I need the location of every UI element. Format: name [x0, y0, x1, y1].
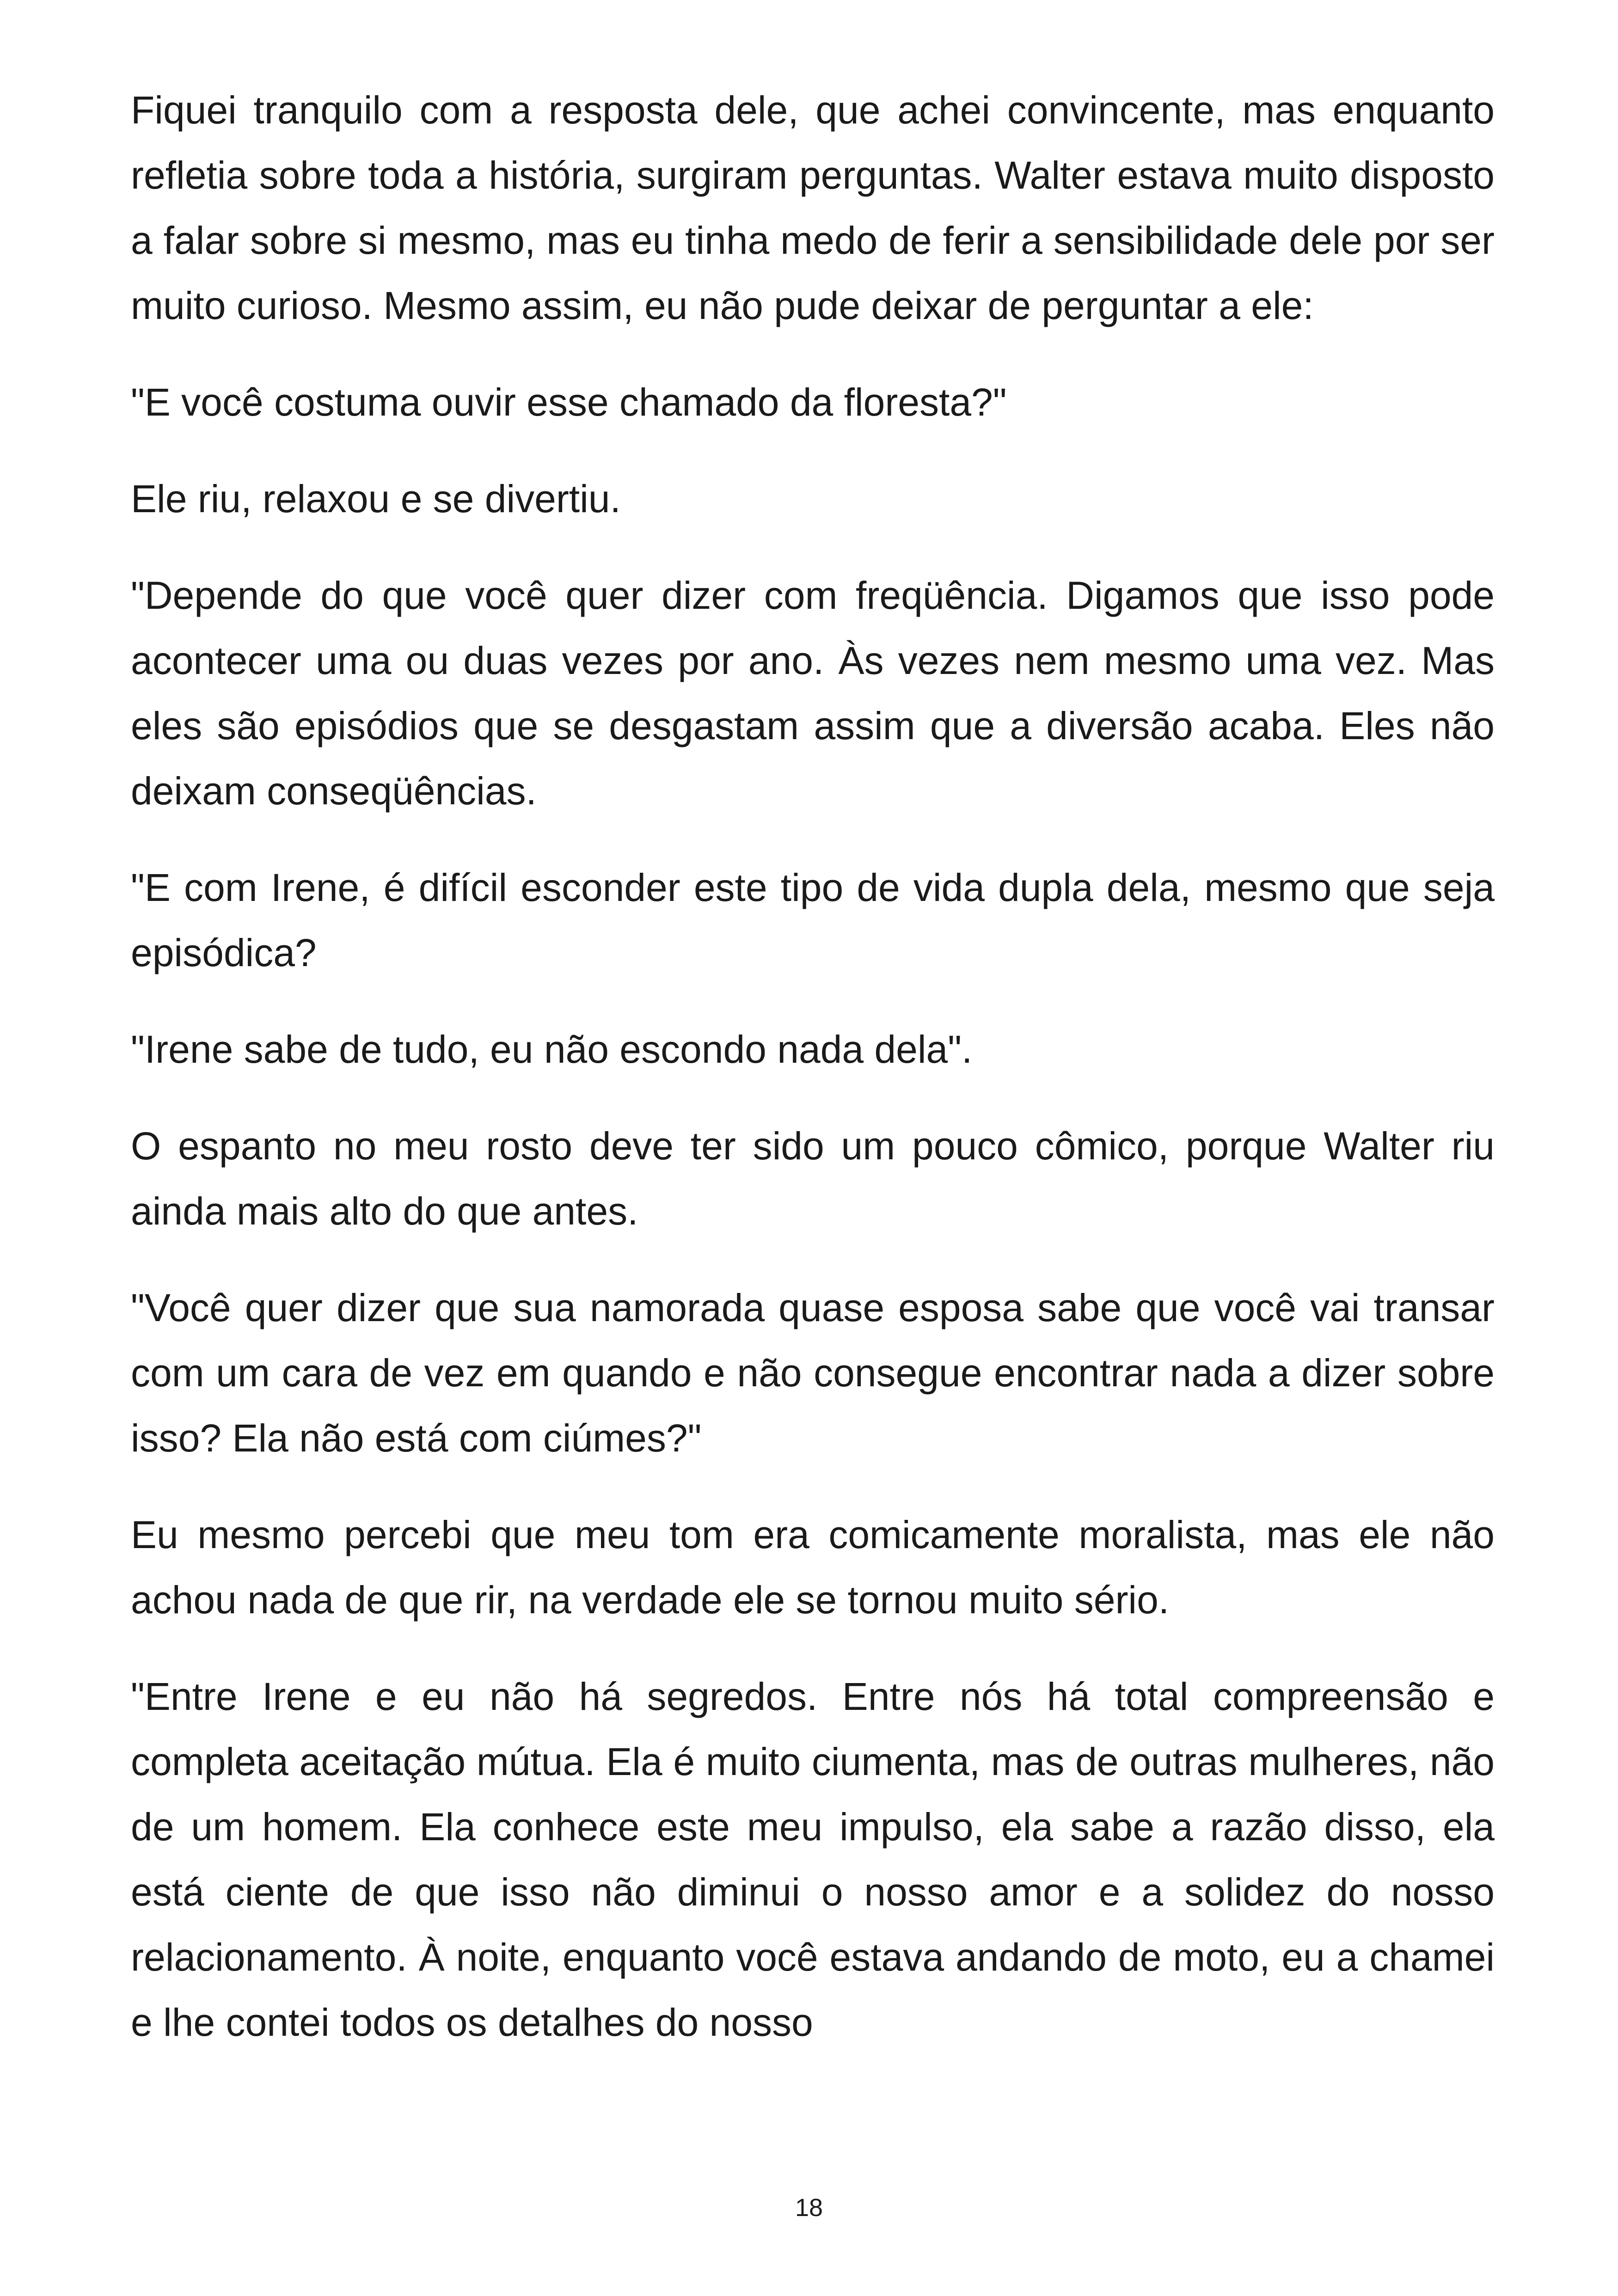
paragraph-4: "Depende do que você quer dizer com freqüência. Digamos que isso pode acontecer uma ou duas vezes por ano. Às vezes nem mesmo uma vez. Mas eles são episódios que se desgastam assim que a diversão acaba. Eles não deixam conseqüências.: [131, 574, 1495, 813]
paragraph-6: "Irene sabe de tudo, eu não escondo nada dela".: [131, 1028, 973, 1071]
paragraph-8: "Você quer dizer que sua namorada quase esposa sabe que você vai transar com um cara de vez em quando e não consegue encontrar nada a dizer sobre isso? Ela não está com ciúmes?": [131, 1286, 1495, 1460]
page-number: 18: [795, 2194, 823, 2222]
body-text: [131, 78, 1495, 2087]
paragraph-2: "E você costuma ouvir esse chamado da floresta?": [131, 380, 1007, 424]
paragraph-3: Ele riu, relaxou e se divertiu.: [131, 477, 621, 520]
paragraph-1: Fiquei tranquilo com a resposta dele, que achei convincente, mas enquanto refletia sobre toda a história, surgiram perguntas. Walter estava muito disposto a falar sobre si mesmo, mas eu tinha medo de ferir a sensibilidade dele por ser muito curioso. Mesmo assim, eu não pude deixar de perguntar a ele:: [131, 88, 1495, 327]
paragraph-10: "Entre Irene e eu não há segredos. Entre nós há total compreensão e completa aceitação mútua. Ela é muito ciumenta, mas de outras mulheres, não de um homem. Ela conhece este meu impulso, ela sabe a razão disso, ela está ciente de que isso não diminui o nosso amor e a solidez do nosso relacionamento. À noite, enquanto você estava andando de moto, eu a chamei e lhe contei todos os detalhes do nosso: [131, 1675, 1495, 2044]
paragraph-5: "E com Irene, é difícil esconder este tipo de vida dupla dela, mesmo que seja episódica?: [131, 866, 1495, 974]
paragraph-7: O espanto no meu rosto deve ter sido um pouco cômico, porque Walter riu ainda mais alto do que antes.: [131, 1124, 1495, 1233]
paragraph-9: Eu mesmo percebi que meu tom era comicamente moralista, mas ele não achou nada de que rir, na verdade ele se tornou muito sério.: [131, 1513, 1495, 1622]
